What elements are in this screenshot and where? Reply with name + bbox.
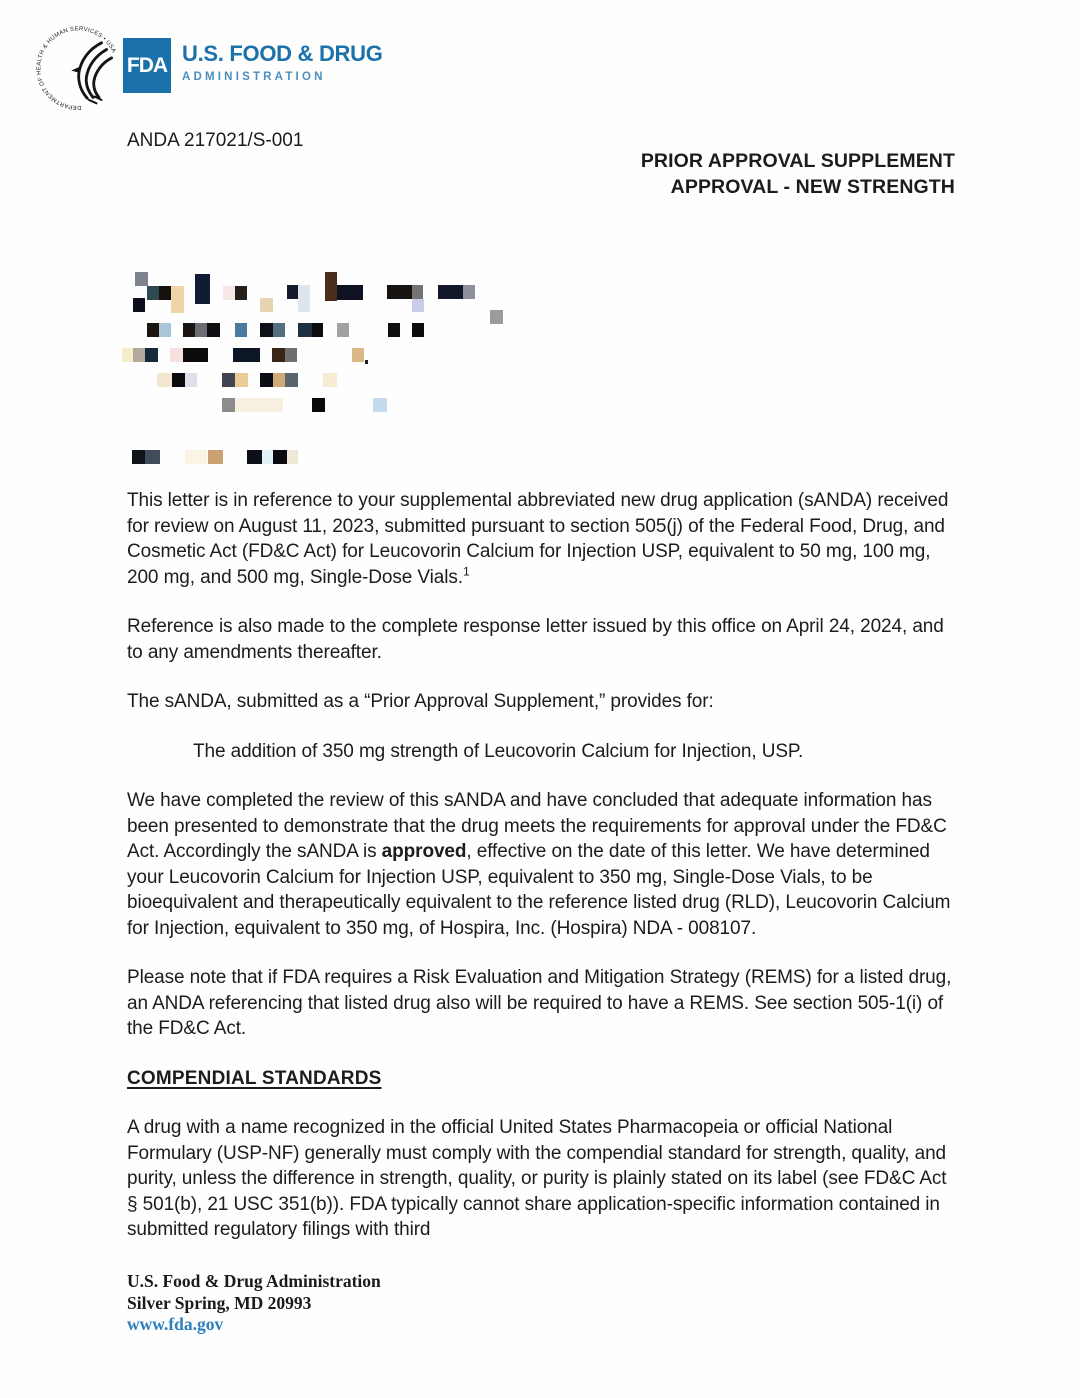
- redaction-tile: [235, 323, 247, 337]
- redaction-tile: [298, 323, 312, 337]
- redaction-tile: [273, 373, 285, 387]
- redaction-tile: [159, 286, 171, 300]
- redaction-tile: [273, 450, 287, 464]
- para-complete-response: [127, 614, 959, 665]
- redaction-tile: [235, 286, 247, 300]
- letter-title: [641, 148, 955, 200]
- fda-logo-square: FDA: [123, 38, 171, 93]
- redaction-tile: [272, 348, 285, 362]
- redaction-tile: [373, 398, 387, 412]
- body-text: The addition of 350 mg strength of Leucovorin Calcium for Injection, USP.: [193, 740, 804, 762]
- redaction-tile: [122, 348, 133, 362]
- letter-title-line1: PRIOR APPROVAL SUPPLEMENT: [640, 150, 955, 172]
- letter-body: [127, 488, 959, 1267]
- redaction-tile: [145, 348, 158, 362]
- para-provides-for: [127, 689, 959, 715]
- redaction-tile: [463, 285, 475, 299]
- redaction-tile: [388, 323, 400, 337]
- redaction-tile: [287, 450, 298, 464]
- seal-arc-text: DEPARTMENT OF HEALTH & HUMAN SERVICES • USA: [36, 26, 117, 110]
- redaction-tile: [312, 398, 325, 412]
- redaction-tile: [273, 323, 285, 337]
- redaction-tile: [285, 373, 298, 387]
- redaction-tile: [260, 373, 273, 387]
- redaction-tile: [171, 286, 184, 313]
- heading-compendial-standards: [127, 1066, 959, 1092]
- redaction-tile: [172, 373, 185, 387]
- redaction-tile: [207, 323, 220, 337]
- redaction-tile: [337, 323, 349, 337]
- redaction-tile: [262, 450, 273, 464]
- redaction-tile: [157, 373, 172, 387]
- body-text: COMPENDIAL STANDARDS: [127, 1067, 382, 1089]
- redaction-tile: [132, 450, 145, 464]
- fda-org-subname: ADMINISTRATION: [182, 71, 326, 83]
- redaction-tile: [323, 373, 337, 387]
- redaction-tile: [195, 323, 207, 337]
- redaction-tile: [325, 272, 337, 301]
- redaction-tile: [147, 323, 159, 337]
- redaction-tile: [490, 310, 503, 324]
- svg-text:DEPARTMENT OF HEALTH & HUMAN S: [36, 26, 116, 110]
- body-text: , effective on the date of this letter. We have determined your Leucovorin Calcium for Injection USP, equivalent to 350 mg, Single-Dose Vials, to be bioequivalent and therapeutically equivalent to the reference listed drug (RLD), Leucovorin Calcium for Injection, equivalent to 350 mg, of Hospira, Inc. (Hospira) NDA - 008107.: [127, 841, 951, 939]
- redaction-tile: [133, 298, 145, 312]
- redaction-tile: [298, 285, 310, 312]
- fda-logo: [123, 38, 383, 93]
- redaction-tile: [260, 323, 273, 337]
- letter-footer: [127, 1271, 381, 1336]
- body-text: The sANDA, submitted as a “Prior Approval Supplement,” provides for:: [127, 691, 714, 712]
- fda-website-link[interactable]: www.fda.gov: [127, 1314, 224, 1334]
- para-rems: [127, 965, 959, 1042]
- redaction-tile: [159, 323, 171, 337]
- para-compendial: [127, 1115, 959, 1243]
- para-reference: [127, 488, 959, 590]
- redaction-tile: [195, 274, 210, 304]
- body-text: Reference is also made to the complete response letter issued by this office on April 24, 2024, and to any amendments thereafter.: [127, 616, 944, 663]
- para-approval: [127, 788, 959, 941]
- redaction-tile: [337, 285, 363, 300]
- bold-text: approved: [381, 841, 467, 862]
- redaction-tile: [185, 450, 207, 464]
- redaction-tile: [135, 272, 148, 286]
- redaction-tile: [222, 373, 235, 387]
- redaction-tile: [352, 348, 364, 362]
- eagle-beak: [71, 66, 80, 73]
- redaction-tile: [235, 398, 283, 412]
- footer-agency-name: U.S. Food & Drug Administration: [127, 1271, 381, 1291]
- redaction-tile: [438, 285, 463, 299]
- redaction-tile: [235, 373, 248, 387]
- redaction-tile: [260, 298, 273, 312]
- hhs-seal-logo: [36, 24, 120, 112]
- redaction-tile: [208, 450, 223, 464]
- redaction-tile: [145, 450, 160, 464]
- redaction-tile: [233, 348, 260, 362]
- footnote-marker: 1: [462, 564, 470, 579]
- redaction-tile: [365, 360, 368, 364]
- redaction-tile: [312, 323, 323, 337]
- redaction-tile: [223, 286, 235, 300]
- eagle-glyph: [79, 43, 112, 98]
- body-text: A drug with a name recognized in the official United States Pharmacopeia or official National Formulary (USP-NF) generally must comply with the compendial standard for strength, quality, and purity, unless the difference in strength, quality, or purity is plainly stated on its label (see FD&C Act § 501(b), 21 USC 351(b)). FDA typically cannot share application-specific information contained in submitted regulatory filings with third: [127, 1117, 947, 1240]
- redaction-tile: [183, 348, 208, 362]
- redacted-recipient-block: [120, 268, 520, 478]
- footer-address: Silver Spring, MD 20993: [127, 1292, 312, 1313]
- redaction-tile: [183, 323, 195, 337]
- redaction-tile: [185, 373, 197, 387]
- redaction-tile: [412, 285, 423, 299]
- body-text: Please note that if FDA requires a Risk Evaluation and Mitigation Strategy (REMS) for a listed drug, an ANDA referencing that listed drug also will be required to have a REMS. See section 505-1(i) of the FD&C Act.: [127, 967, 952, 1039]
- redaction-tile: [222, 398, 235, 412]
- redaction-tile: [170, 348, 183, 362]
- redaction-tile: [147, 286, 159, 300]
- redaction-tile: [285, 348, 297, 362]
- redaction-tile: [412, 299, 424, 312]
- redaction-tile: [387, 285, 412, 299]
- redaction-tile: [287, 285, 298, 299]
- fda-org-name: U.S. FOOD & DRUG: [182, 41, 383, 66]
- redaction-tile: [133, 348, 145, 362]
- body-text: We have completed the review of this sANDA and have concluded that adequate information has been presented to demonstrate that the drug meets the requirements for approval under the FD&C Act. Accordingly the sANDA is: [127, 790, 947, 862]
- letter-title-line2: APPROVAL - NEW STRENGTH: [670, 176, 955, 198]
- para-addition-statement: [127, 739, 959, 765]
- body-text: This letter is in reference to your supplemental abbreviated new drug application (sANDA) received for review on August 11, 2023, submitted pursuant to section 505(j) of the Federal Food, Drug, and Cosmetic Act (FD&C Act) for Leucovorin Calcium for Injection USP, equivalent to 50 mg, 100 mg, 200 mg, and 500 mg, Single-Dose Vials.: [127, 490, 949, 588]
- redaction-tile: [247, 450, 262, 464]
- redaction-tile: [412, 323, 424, 337]
- anda-reference-number: ANDA 217021/S-001: [127, 130, 304, 151]
